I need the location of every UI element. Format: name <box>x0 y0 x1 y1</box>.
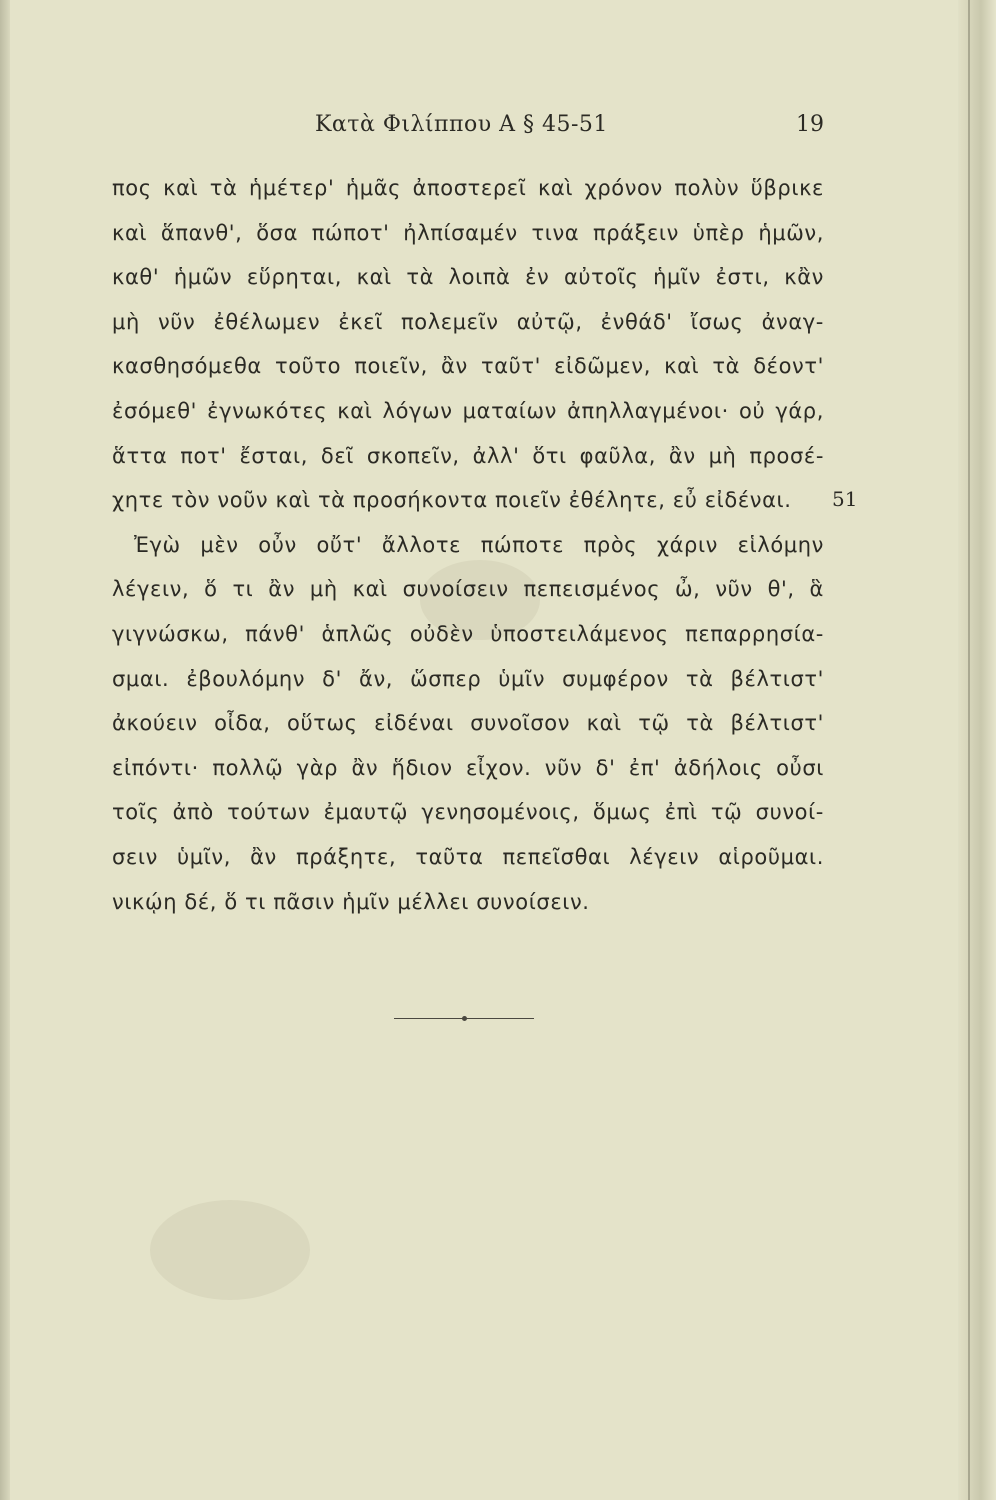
text-line: ἐσόμεθ' ἐγνωκότες καὶ λόγων ματαίων ἀπηλλαγμένοι· οὐ γάρ, <box>112 398 824 423</box>
body-text <box>112 166 858 924</box>
text-line: ἀκούειν οἶδα, οὕτως εἰδέναι συνοῖσον καὶ τῷ τὰ βέλτιστ' <box>112 711 824 736</box>
paper-stain <box>150 1200 310 1300</box>
text-line: πος καὶ τὰ ἡμέτερ' ἡμᾶς ἀποστερεῖ καὶ χρόνον πολὺν ὕβρικε <box>112 176 824 200</box>
text-line: τοῖς ἀπὸ τούτων ἐμαυτῷ γενησομένοις, ὅμως ἐπὶ τῷ συνοί- <box>112 800 824 825</box>
end-rule-ornament <box>462 1016 467 1021</box>
text-line: λέγειν, ὅ τι ἂν μὴ καὶ συνοίσειν πεπεισμένος ὦ, νῦν θ', ἃ <box>112 577 824 602</box>
text-line: ἅττα ποτ' ἔσται, δεῖ σκοπεῖν, ἀλλ' ὅτι φαῦλα, ἂν μὴ προσέ- <box>112 443 824 468</box>
page-edge-right <box>958 0 996 1500</box>
text-line: εἰπόντι· πολλῷ γὰρ ἂν ἥδιον εἶχον. νῦν δ' ἐπ' ἀδήλοις οὖσι <box>112 755 824 780</box>
text-line: γιγνώσκω, πάνθ' ἁπλῶς οὐδὲν ὑποστειλάμενος πεπαρρησία- <box>112 621 824 646</box>
page-edge-left <box>0 0 10 1500</box>
text-line: κασθησόμεθα τοῦτο ποιεῖν, ἂν ταῦτ' εἰδῶμεν, καὶ τὰ δέοντ' <box>112 354 824 379</box>
text-line: μὴ νῦν ἐθέλωμεν ἐκεῖ πολεμεῖν αὐτῷ, ἐνθάδ' ἴσως ἀναγ- <box>112 309 824 334</box>
text-line: καὶ ἅπανθ', ὅσα πώποτ' ἠλπίσαμέν τινα πράξειν ὑπὲρ ἡμῶν, <box>112 220 824 245</box>
text-line: καθ' ἡμῶν εὕρηται, καὶ τὰ λοιπὰ ἐν αὐτοῖς ἡμῖν ἐστι, κἂν <box>112 265 824 290</box>
running-title: Κατὰ Φιλίππου Α § 45-51 <box>315 112 608 137</box>
text-line: σειν ὑμῖν, ἂν πράξητε, ταῦτα πεπεῖσθαι λέγειν αἱροῦμαι. <box>112 844 824 869</box>
section-number-margin: 51 <box>832 487 858 511</box>
page-fold-line <box>968 0 970 1500</box>
text-line: Ἐγὼ μὲν οὖν οὔτ' ἄλλοτε πώποτε πρὸς χάριν εἱλόμην <box>134 532 824 557</box>
page-header <box>112 112 824 146</box>
page-number: 19 <box>796 112 824 137</box>
text-line: χητε τὸν νοῦν καὶ τὰ προσήκοντα ποιεῖν ἐθέλητε, εὖ εἰδέναι. <box>112 488 792 513</box>
text-line: νικῴη δέ, ὅ τι πᾶσιν ἡμῖν μέλλει συνοίσειν. <box>112 889 590 914</box>
text-line: σμαι. ἐβουλόμην δ' ἄν, ὥσπερ ὑμῖν συμφέρον τὰ βέλτιστ' <box>112 666 824 691</box>
